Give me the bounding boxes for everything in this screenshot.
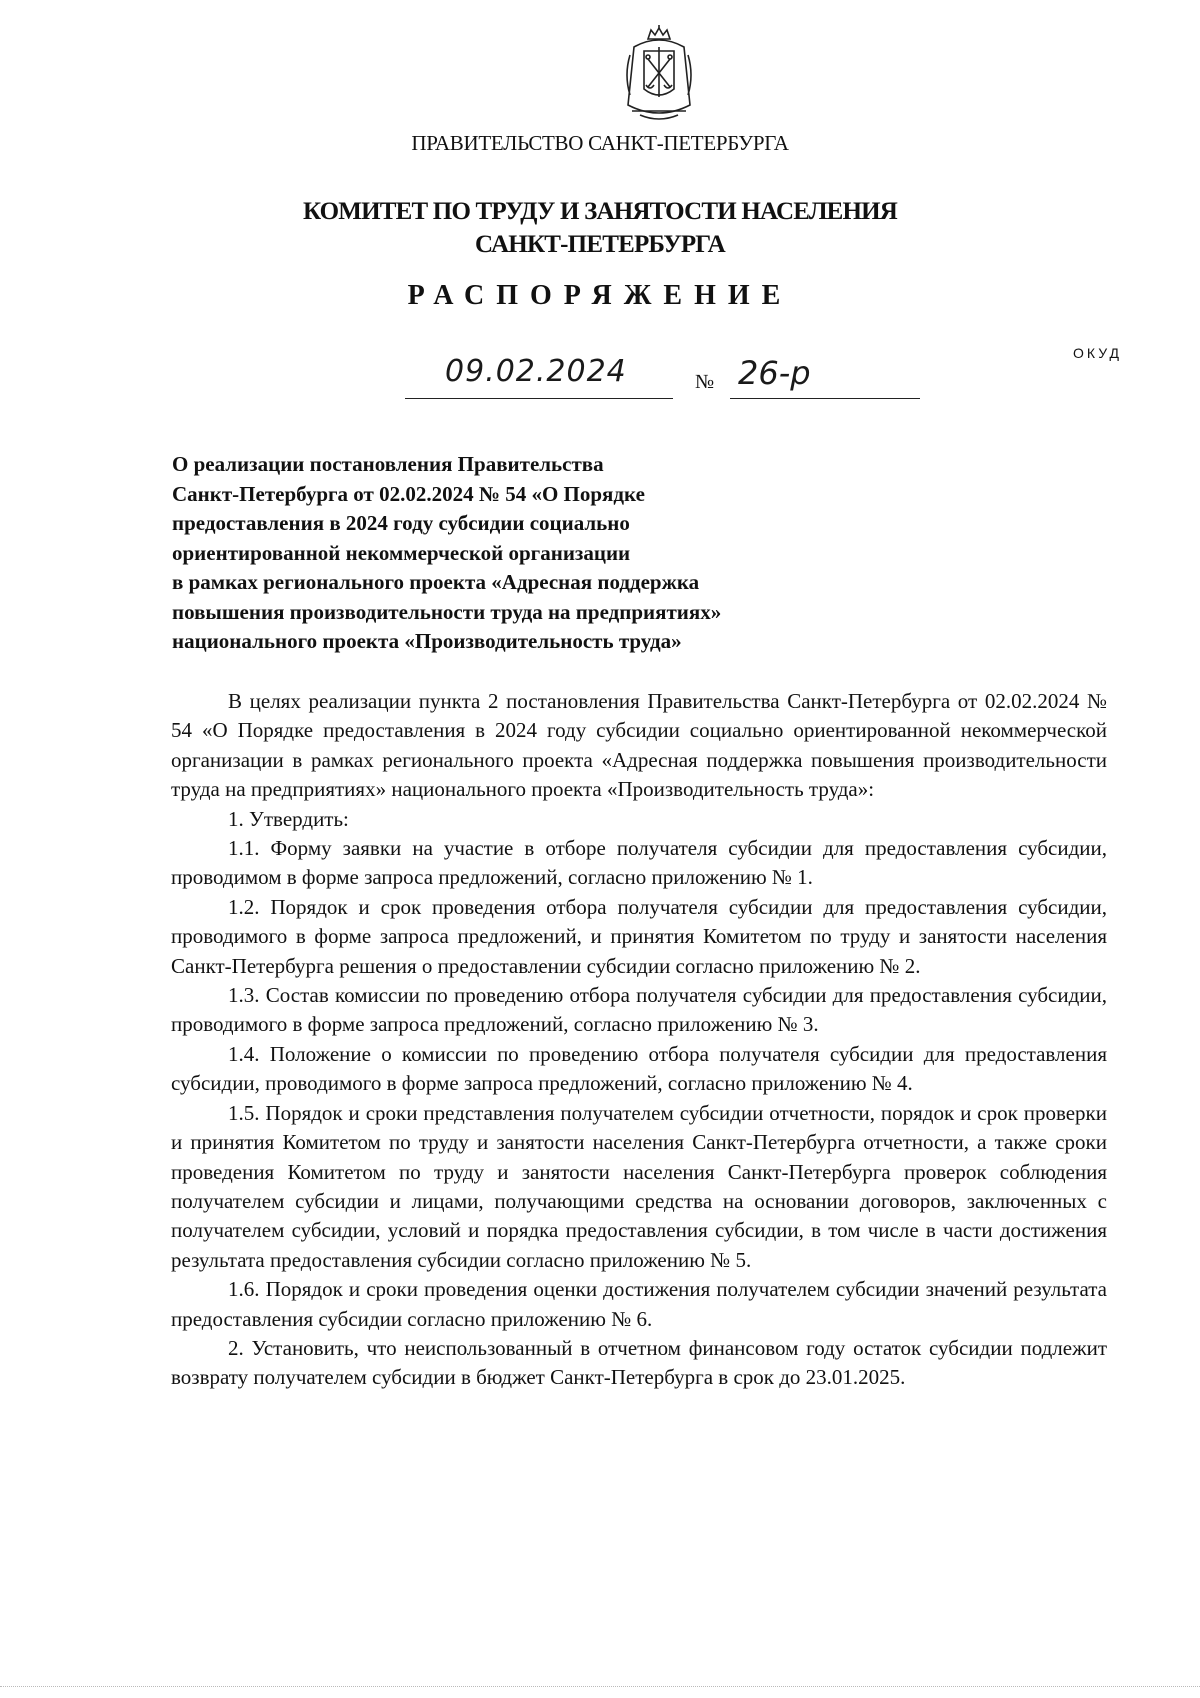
item-1-4: 1.4. Положение о комиссии по проведению отбора получателя субсидии для предоставления субсидии, проводимого в форме запроса предложений, согласно приложению № 4. — [171, 1041, 1107, 1096]
spb-coat-of-arms-icon — [620, 25, 698, 123]
scan-artifact-line — [0, 1686, 1200, 1689]
subject-line: О реализации постановления Правительства — [172, 452, 604, 476]
item-1-3: 1.3. Состав комиссии по проведению отбора получателя субсидии для предоставления субсидии, проводимого в форме запроса предложений, согласно приложению № 3. — [171, 983, 1107, 1037]
subject-line: повышения производительности труда на предприятиях» — [172, 599, 722, 624]
document-subject — [172, 450, 932, 657]
preamble-paragraph: В целях реализации пункта 2 постановления Правительства Санкт-Петербурга от 02.02.2024 № 54 «О Порядке предоставления в 2024 году субсидии социально ориентированной некоммерческой организации в рамках регионального проекта «Адресная поддержка повышения производительности труда на предприятиях» национального проекта «Производительность труда»: — [171, 689, 1107, 802]
committee-line-2: САНКТ-ПЕТЕРБУРГА — [475, 231, 725, 258]
subject-line: Санкт-Петербурга от 02.02.2024 № 54 «О Порядке — [172, 481, 645, 506]
document-type: РАСПОРЯЖЕНИЕ — [407, 280, 793, 311]
document-date: 09.02.2024 — [445, 354, 627, 389]
subject-line: в рамках регионального проекта «Адресная поддержка — [172, 570, 700, 594]
government-name: ПРАВИТЕЛЬСТВО САНКТ-ПЕТЕРБУРГА — [411, 131, 789, 155]
subject-line: национального проекта «Производительность труда» — [172, 629, 682, 653]
document-body — [171, 687, 1107, 1393]
item-1-6: 1.6. Порядок и сроки проведения оценки достижения получателем субсидии значений результата предоставления субсидии согласно приложению № 6. — [171, 1277, 1107, 1331]
number-underline — [730, 398, 920, 399]
committee-line-1: КОМИТЕТ ПО ТРУДУ И ЗАНЯТОСТИ НАСЕЛЕНИЯ — [302, 198, 898, 225]
subject-line: ориентированной некоммерческой организации — [172, 540, 631, 565]
item-1-1: 1.1. Форму заявки на участие в отборе получателя субсидии для предоставления субсидии, проводимом в форме запроса предложений, согласно приложению № 1. — [171, 836, 1107, 890]
committee-name — [0, 195, 1200, 261]
item-1: 1. Утвердить: — [228, 806, 349, 831]
item-1-5: 1.5. Порядок и сроки представления получателем субсидии отчетности, порядок и срок проверки и принятия Комитетом по труду и занятости населения Санкт-Петербурга отчетности, а также сроки проведения Комитетом по труду и занятости населения Санкт-Петербурга проверок соблюдения получателем субсидии и лицами, получающими средства на основании договоров, заключенных с получателем субсидии, условий и порядка предоставления субсидии, в том числе в части достижения результата предоставления субсидии согласно приложению № 5. — [171, 1100, 1107, 1272]
subject-line: предоставления в 2024 году субсидии социально — [172, 511, 630, 535]
item-2: 2. Установить, что неиспользованный в отчетном финансовом году остаток субсидии подлежит возврату получателем субсидии в бюджет Санкт-Петербурга в срок до 23.01.2025. — [171, 1335, 1107, 1390]
document-number: 26-р — [738, 354, 811, 392]
number-sign: № — [695, 371, 715, 393]
date-underline — [405, 398, 673, 399]
okud-label: ОКУД — [1073, 345, 1122, 361]
item-1-2: 1.2. Порядок и срок проведения отбора получателя субсидии для предоставления субсидии, проводимого в форме запроса предложений, и принятия Комитетом по труду и занятости населения Санкт-Петербурга решения о предоставлении субсидии согласно приложению № 2. — [171, 894, 1107, 978]
